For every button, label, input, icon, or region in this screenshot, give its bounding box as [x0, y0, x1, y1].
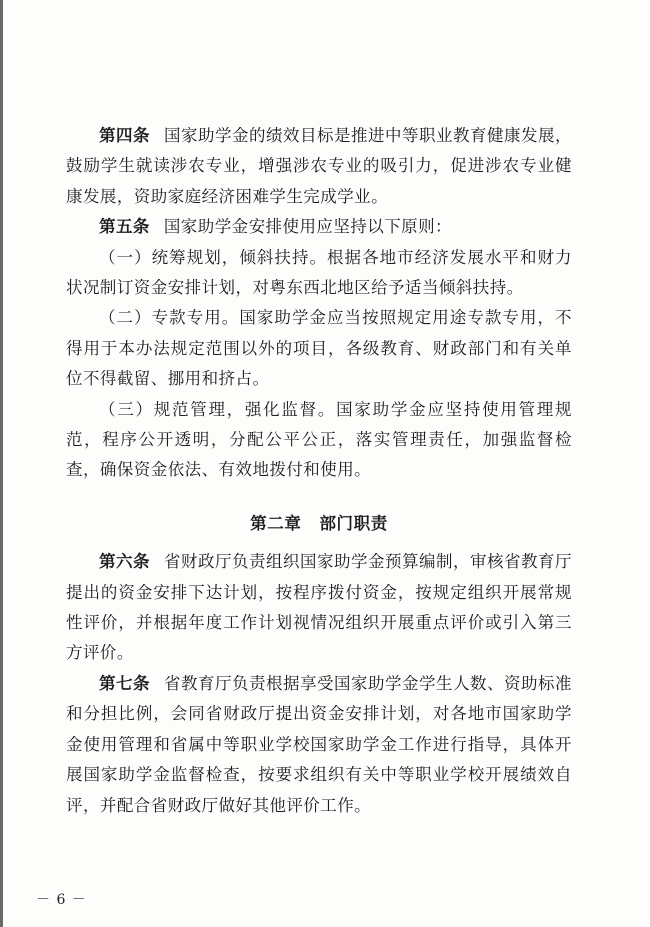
principle-3-text: （三）规范管理，强化监督。国家助学金应坚持使用管理规范，程序公开透明，分配公平公正，落实管理责任，加强监督检查，确保资金依法、有效地拨付和使用。 — [66, 399, 572, 480]
scan-edge — [0, 0, 3, 927]
article-5-heading: 第五条 — [99, 217, 150, 237]
article-7 — [66, 669, 572, 821]
principle-2-text: （二）专款专用。国家助学金应当按照规定用途专款专用，不得用于本办法规定范围以外的项目，各级教育、财政部门和有关单位不得截留、挪用和挤占。 — [66, 308, 572, 389]
chapter-heading — [66, 509, 572, 539]
principle-1-text: （一）统筹规划，倾斜扶持。根据各地市经济发展水平和财力状况制订资金安排计划，对粤东西北地区给予适当倾斜扶持。 — [66, 247, 572, 298]
article-5-text: 国家助学金安排使用应坚持以下原则： — [163, 217, 453, 237]
article-6-text: 省财政厅负责组织国家助学金预算编制，审核省教育厅提出的资金安排下达计划，按程序拨付资金，按规定组织开展常规性评价，并根据年度工作计划视情况组织开展重点评价或引入第三方评价。 — [66, 552, 572, 663]
principle-1 — [66, 243, 572, 304]
page-number: － 6 － — [36, 892, 87, 908]
principle-2 — [66, 303, 572, 394]
article-7-text: 省教育厅负责根据享受国家助学金学生人数、资助标准和分担比例，会同省财政厅提出资金安排计划，对各地市国家助学金使用管理和省属中等职业学校国家助学金工作进行指导，具体开展国家助学金监督检查，按要求组织有关中等职业学校开展绩效自评，并配合省财政厅做好其他评价工作。 — [66, 673, 572, 815]
principle-3 — [66, 395, 572, 486]
article-6-heading: 第六条 — [99, 552, 151, 572]
article-4-text: 国家助学金的绩效目标是推进中等职业教育健康发展，鼓励学生就读涉农专业，增强涉农专业的吸引力，促进涉农专业健康发展，资助家庭经济困难学生完成学业。 — [66, 126, 572, 206]
body-text — [66, 121, 572, 821]
chapter-number: 第二章 — [250, 513, 302, 533]
chapter-title: 部门职责 — [319, 513, 388, 533]
article-5 — [66, 212, 572, 242]
article-7-heading: 第七条 — [99, 673, 151, 693]
article-6 — [66, 547, 572, 669]
article-4 — [66, 121, 572, 212]
article-4-heading: 第四条 — [99, 126, 151, 145]
